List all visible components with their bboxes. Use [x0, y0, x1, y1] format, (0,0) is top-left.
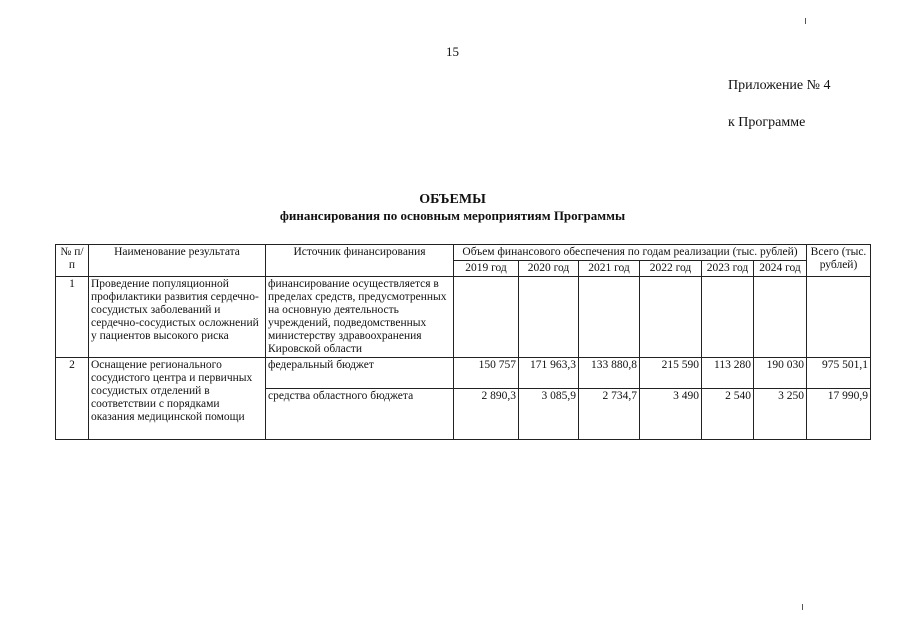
- table-row: [56, 277, 871, 358]
- table-header-row: [56, 245, 871, 261]
- value-cell: 3 085,9: [519, 389, 579, 440]
- header-total: Всего (тыс. рублей): [807, 245, 871, 277]
- row-name: Проведение популяционной профилактики развития сердечно-сосудистых заболеваний и сердечно-сосудистых осложнений у пациентов высокого риска: [89, 277, 266, 358]
- value-cell: 190 030: [754, 358, 807, 389]
- header-volume: Объем финансового обеспечения по годам реализации (тыс. рублей): [454, 245, 807, 261]
- year-header: 2022 год: [640, 261, 702, 277]
- scan-mark: [805, 18, 806, 24]
- row-source: федеральный бюджет: [266, 358, 454, 389]
- header-source: Источник финансирования: [266, 245, 454, 277]
- appendix-title: Приложение № 4: [728, 78, 831, 93]
- value-cell: 113 280: [702, 358, 754, 389]
- row-source: средства областного бюджета: [266, 389, 454, 440]
- document-title: ОБЪЕМЫ: [419, 192, 486, 207]
- appendix-subtitle: к Программе: [728, 115, 806, 130]
- value-cell: 2 734,7: [579, 389, 640, 440]
- year-header: 2024 год: [754, 261, 807, 277]
- funding-table: [55, 244, 871, 440]
- table-row: [56, 358, 871, 389]
- value-cell: 150 757: [454, 358, 519, 389]
- scan-mark: [802, 604, 803, 610]
- value-cell: 215 590: [640, 358, 702, 389]
- page-number: 15: [446, 44, 459, 59]
- year-header: 2021 год: [579, 261, 640, 277]
- document-subtitle: финансирования по основным мероприятиям Программы: [279, 208, 626, 223]
- value-cell: 3 490: [640, 389, 702, 440]
- value-cell: 133 880,8: [579, 358, 640, 389]
- total-cell: 975 501,1: [807, 358, 871, 389]
- value-cell: 2 890,3: [454, 389, 519, 440]
- year-header: 2020 год: [519, 261, 579, 277]
- row-num: 1: [56, 277, 89, 358]
- value-cell: 171 963,3: [519, 358, 579, 389]
- value-cell: 2 540: [702, 389, 754, 440]
- value-cell: 3 250: [754, 389, 807, 440]
- row-num: 2: [56, 358, 89, 440]
- year-header: 2023 год: [702, 261, 754, 277]
- header-num: № п/п: [56, 245, 89, 277]
- row-name: Оснащение регионального сосудистого центра и первичных сосудистых отделений в соответствии с порядками оказания медицинской помощи: [89, 358, 266, 440]
- row-source: финансирование осуществляется в пределах средств, предусмотренных на основную деятельность учреждений, подведомственных министерству здравоохранения Кировской области: [266, 277, 454, 358]
- year-header: 2019 год: [454, 261, 519, 277]
- total-cell: 17 990,9: [807, 389, 871, 440]
- header-name: Наименование результата: [89, 245, 266, 277]
